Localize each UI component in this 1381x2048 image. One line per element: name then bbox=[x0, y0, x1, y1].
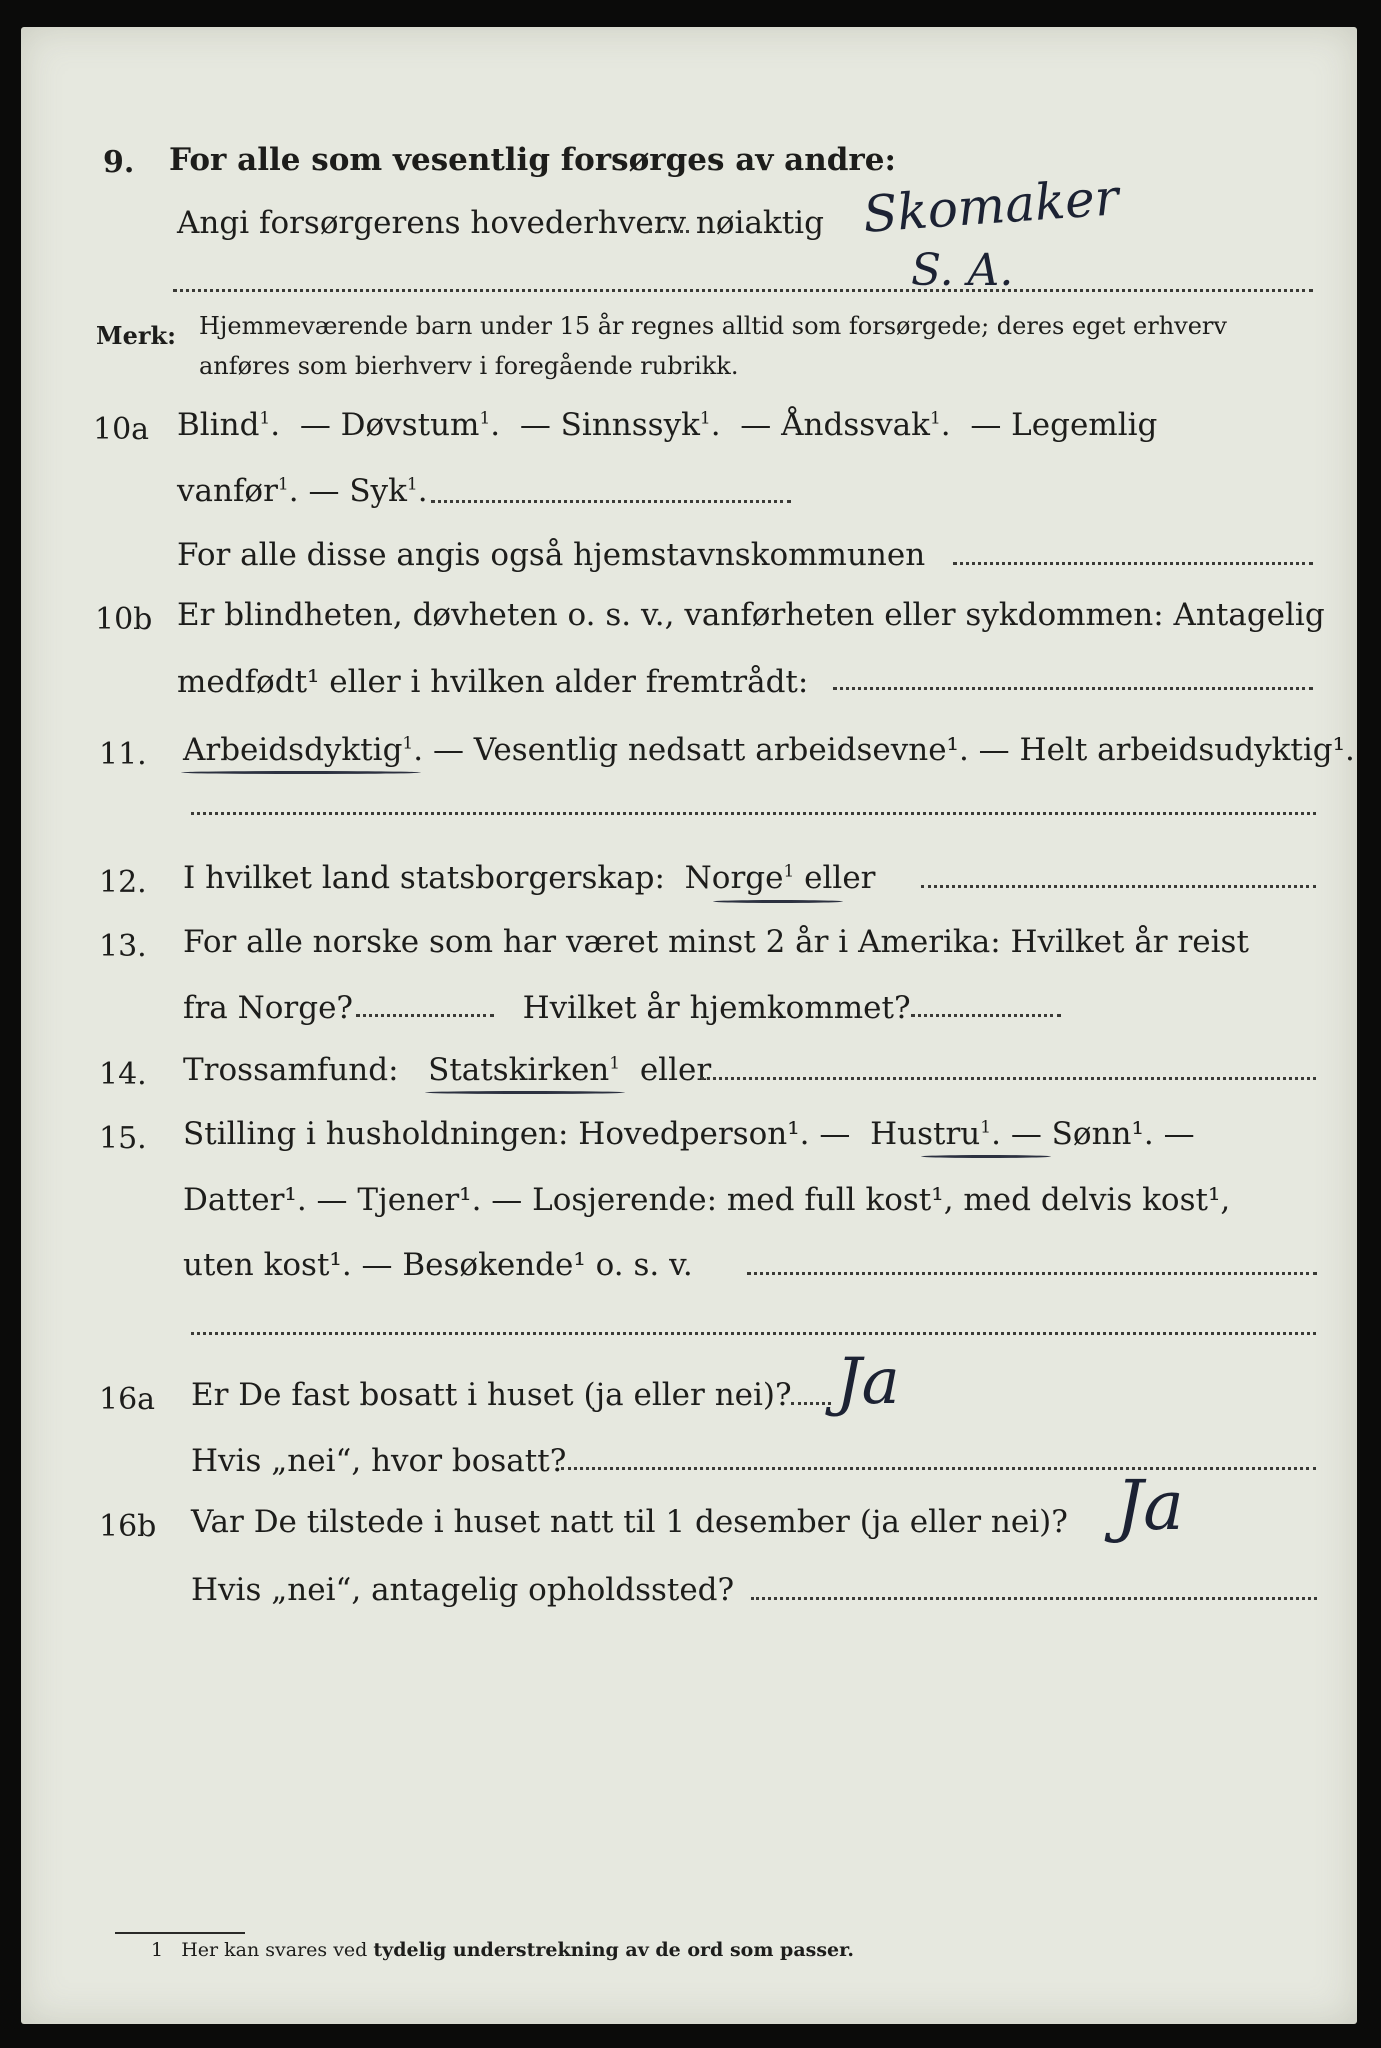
q15-line2: Datter¹. — Tjener¹. — Losjerende: med full kost¹, med delvis kost¹, bbox=[183, 1182, 1231, 1218]
q16a-line2: Hvis „nei“, hvor bosatt? bbox=[191, 1443, 567, 1479]
q10b-number: 10b bbox=[95, 602, 153, 637]
q12-number: 12. bbox=[99, 865, 147, 900]
opt-statskirken: Statskirken bbox=[428, 1052, 610, 1088]
q10b-answer-line bbox=[833, 687, 1313, 690]
footnote-rule bbox=[115, 1932, 245, 1934]
underline-arbeidsdyktig bbox=[181, 771, 421, 774]
opt-legemlig: — Legemlig bbox=[970, 407, 1158, 443]
opt-blind: Blind bbox=[177, 407, 260, 443]
q10a-number: 10a bbox=[93, 412, 150, 447]
q10a-line3: For alle disse angis også hjemstavnskommunen bbox=[177, 537, 926, 573]
q13-hjemkommet-line bbox=[911, 1014, 1061, 1017]
q14-line: Trossamfund: Statskirken$^1$ eller bbox=[183, 1052, 712, 1088]
q12-line: I hvilket land statsborgerskap: Norge$^1$ eller bbox=[183, 860, 876, 896]
opt-sinnssyk: — Sinnssyk bbox=[519, 407, 700, 443]
q13-line1: For alle norske som har været minst 2 år i Amerika: Hvilket år reist bbox=[183, 924, 1249, 960]
q15-number: 15. bbox=[99, 1121, 147, 1156]
q10b-line1: Er blindheten, døvheten o. s. v., vanførheten eller sykdommen: Antagelig bbox=[177, 597, 1325, 633]
q15-line1: Stilling i husholdningen: Hovedperson¹. — Hustru$^1$. — Sønn¹. — bbox=[183, 1116, 1195, 1152]
q11-line: Arbeidsdyktig$^1$. — Vesentlig nedsatt arbeidsevne¹. — Helt arbeidsudyktig¹. bbox=[183, 732, 1355, 768]
footnote: 1 Her kan svares ved tydelig understrekning av de ord som passer. bbox=[151, 1939, 854, 1961]
q13-line2: fra Norge? Hvilket år hjemkommet? bbox=[183, 990, 911, 1026]
q10a-line2: vanfør$^1$. — Syk$^1$. bbox=[177, 473, 428, 509]
q15-extra-line bbox=[191, 1332, 1316, 1335]
q16b-number: 16b bbox=[99, 1509, 157, 1544]
q9-answer-line bbox=[649, 230, 689, 233]
opt-andssvak: — Åndssvak bbox=[740, 407, 930, 443]
q13-reist-line bbox=[356, 1014, 494, 1017]
q13-number: 13. bbox=[99, 929, 147, 964]
q9-handwritten-answer-2: S. A. bbox=[911, 245, 1014, 296]
opt-arbeidsdyktig: Arbeidsdyktig bbox=[183, 732, 403, 768]
underline-norge bbox=[713, 900, 843, 903]
opt-norge: Norge bbox=[684, 860, 784, 896]
census-form-page bbox=[21, 27, 1357, 2024]
q16b-handwritten-answer: Ja bbox=[1116, 1467, 1184, 1546]
q16b-line2: Hvis „nei“, antagelig opholdssted? bbox=[191, 1572, 735, 1608]
q10a-hjemstavn-line bbox=[953, 562, 1313, 565]
q9-prompt: Angi forsørgerens hovederhverv nøiaktig bbox=[177, 205, 824, 241]
q16b-line1: Var De tilstede i huset natt til 1 desember (ja eller nei)? bbox=[191, 1504, 1068, 1540]
q9-handwritten-answer: Skomaker bbox=[861, 168, 1121, 244]
q15-answer-line bbox=[747, 1272, 1317, 1275]
merk-line2: anføres som bierhverv i foregående rubrikk. bbox=[199, 352, 739, 380]
q16b-opholdssted-line bbox=[751, 1597, 1317, 1600]
q16a-line1: Er De fast bosatt i huset (ja eller nei)? bbox=[191, 1377, 792, 1413]
opt-hustru: Hustru bbox=[870, 1116, 981, 1152]
q14-number: 14. bbox=[99, 1057, 147, 1092]
underline-statskirken bbox=[425, 1091, 625, 1094]
q16a-answer-line bbox=[791, 1402, 831, 1405]
q14-answer-line bbox=[701, 1077, 1316, 1080]
q12-answer-line bbox=[921, 885, 1316, 888]
q9-title: For alle som vesentlig forsørges av andre: bbox=[169, 142, 896, 178]
q9-number: 9. bbox=[103, 145, 135, 180]
merk-line1: Hjemmeværende barn under 15 år regnes alltid som forsørgede; deres eget erhverv bbox=[199, 312, 1227, 340]
q10a-line1: Blind$^1$. — Døvstum$^1$. — Sinnssyk$^1$. — Åndssvak$^1$. — Legemlig bbox=[177, 407, 1158, 443]
q10b-line2: medfødt¹ eller i hvilken alder fremtrådt: bbox=[177, 664, 809, 700]
q9-second-line bbox=[173, 289, 1313, 292]
q16a-number: 16a bbox=[99, 1382, 156, 1417]
q15-line3: uten kost¹. — Besøkende¹ o. s. v. bbox=[183, 1247, 693, 1283]
underline-hustru bbox=[921, 1155, 1051, 1158]
q16a-handwritten-answer: Ja bbox=[836, 1345, 900, 1419]
q11-extra-line bbox=[191, 812, 1316, 815]
q10a-answer-line bbox=[431, 500, 791, 503]
merk-label: Merk: bbox=[96, 321, 176, 350]
opt-dovstum: — Døvstum bbox=[299, 407, 480, 443]
q11-number: 11. bbox=[99, 737, 147, 772]
q16a-bosatt-line bbox=[561, 1467, 1316, 1470]
